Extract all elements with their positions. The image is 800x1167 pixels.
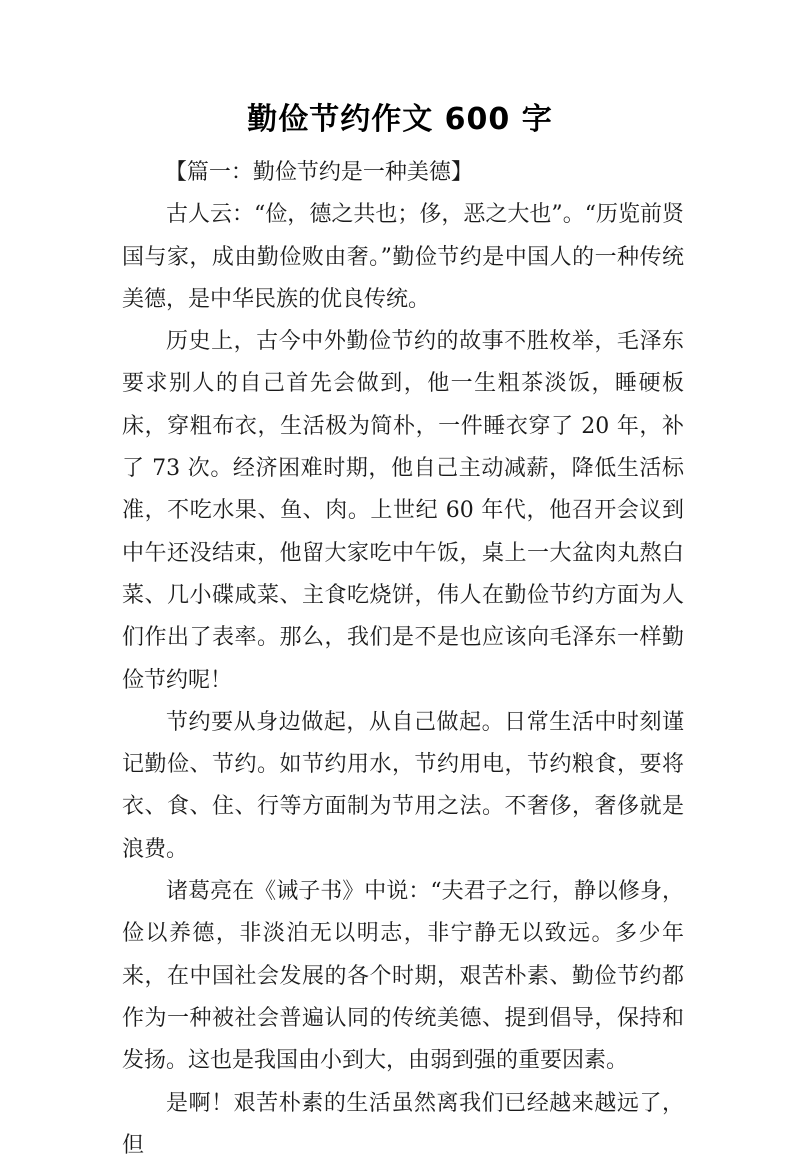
page-title: 勤俭节约作文 600 字 <box>247 102 553 137</box>
paragraph-1: 古人云：“俭，德之共也；侈，恶之大也”。“历览前贤国与家，成由勤俭败由奢。”勤俭节约是中国人的一种传统美德，是中华民族的优良传统。 <box>122 202 684 312</box>
paragraph-3: 节约要从身边做起，从自己做起。日常生活中时刻谨记勤俭、节约。如节约用水，节约用电，节约粮食，要将衣、食、住、行等方面制为节用之法。不奢侈，奢侈就是浪费。 <box>122 709 684 862</box>
section-heading: 【篇一：勤俭节约是一种美德】 <box>164 160 473 185</box>
paragraph-5: 是啊！艰苦朴素的生活虽然离我们已经越来越远了，但 <box>122 1090 684 1158</box>
paragraph-4: 诸葛亮在《诫子书》中说：“夫君子之行，静以修身，俭以养德，非淡泊无以明志，非宁静无以致远。多少年来，在中国社会发展的各个时期，艰苦朴素、勤俭节约都作为一种被社会普遍认同的传统美德、提到倡导，保持和发扬。这也是我国由小到大，由弱到强的重要因素。 <box>122 879 684 1074</box>
paragraph-2: 历史上，古今中外勤俭节约的故事不胜枚举，毛泽东要求别人的自己首先会做到，他一生粗茶淡饭，睡硬板床，穿粗布衣，生活极为简朴，一件睡衣穿了 20 年，补了 73 次。经济困难时期，他自己主动减薪，降低生活标准，不吃水果、鱼、肉。上世纪 60 年代，他召开会议到中午还没结束，他留大家吃中午饭，桌上一大盆肉丸熬白菜、几小碟咸菜、主食吃烧饼，伟人在勤俭节约方面为人们作出了表率。那么，我们是不是也应该向毛泽东一样勤俭节约呢！ <box>122 329 684 693</box>
document-body <box>122 152 684 1167</box>
